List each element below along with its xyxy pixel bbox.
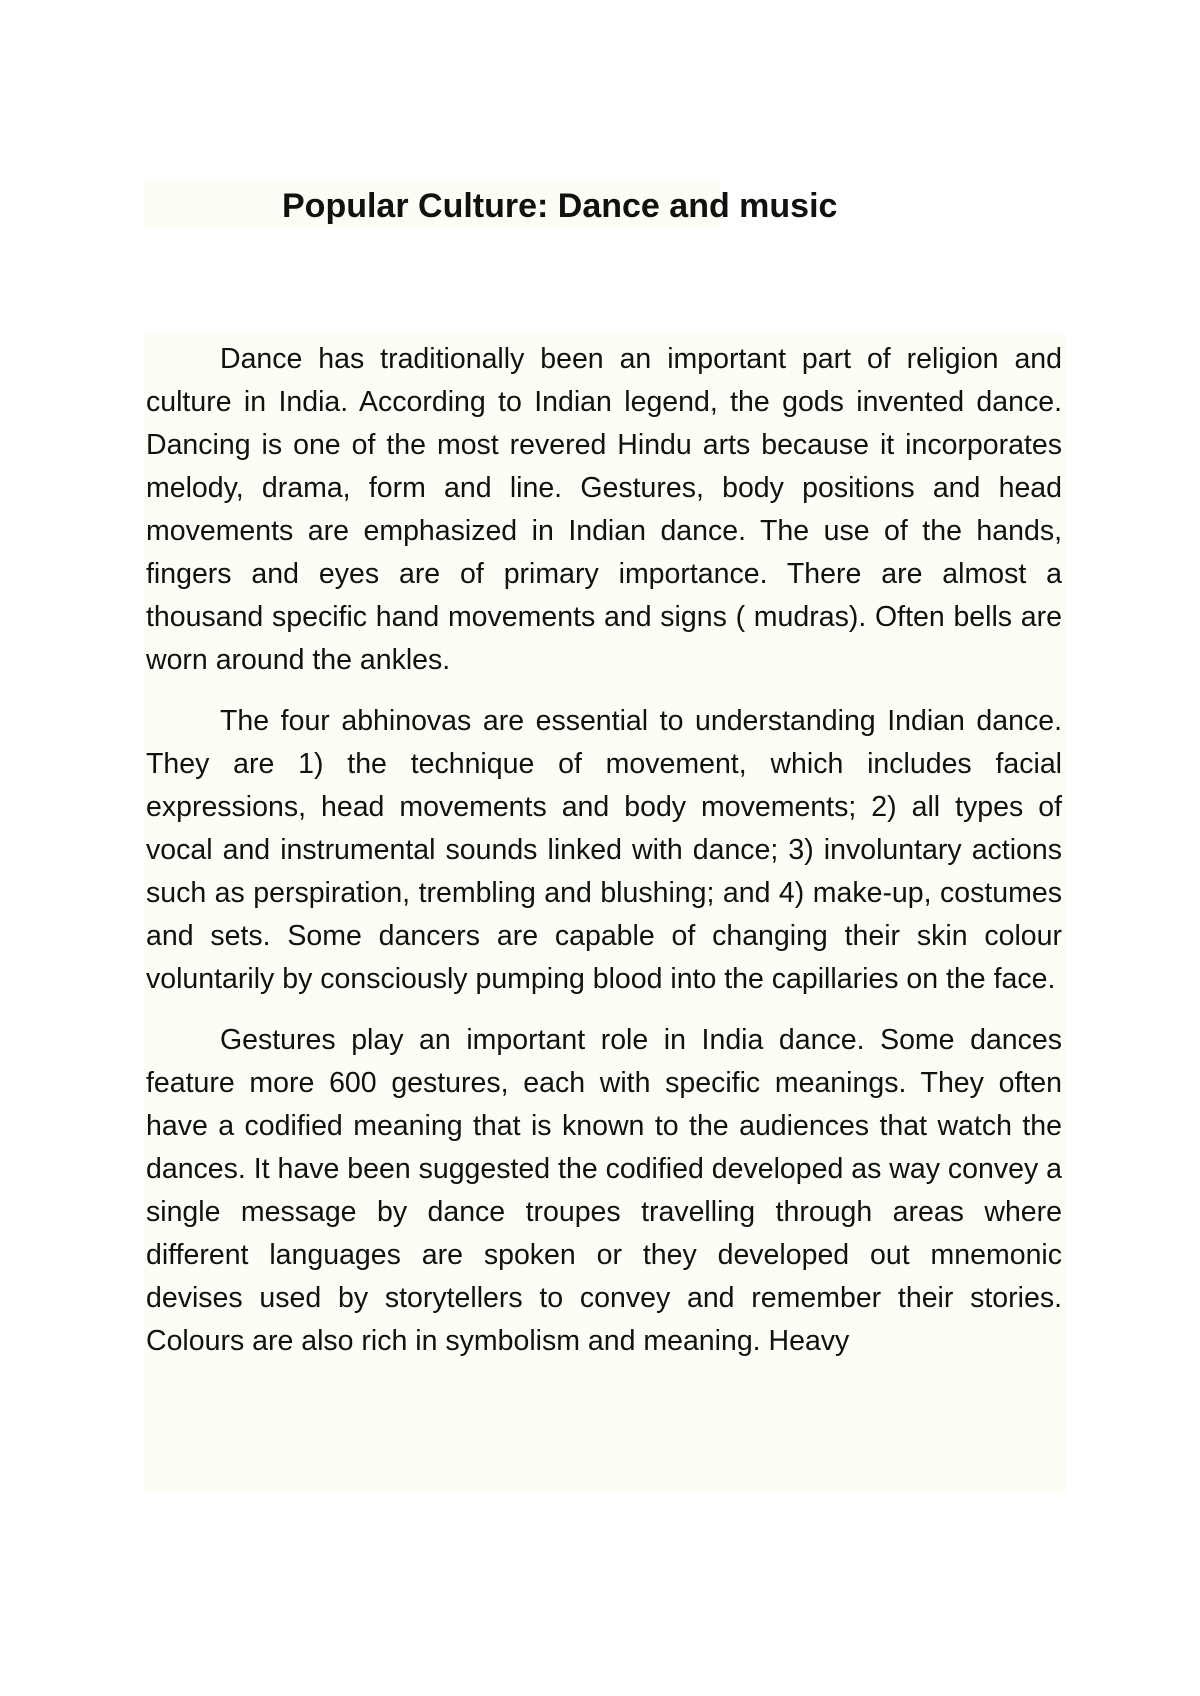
paragraph-dance-tradition: Dance has traditionally been an important part of religion and culture in India. According to Indian legend, the gods invented dance. Dancing is one of the most revered Hindu arts because it incorporates melody, drama, form and line. Gestures, body positions and head movements are emphasized in Indian dance. The use of the hands, fingers and eyes are of primary importance. There are almost a thousand specific hand movements and signs ( mudras). Often bells are worn around the ankles. xyxy=(146,343,1062,676)
body-text xyxy=(146,338,1062,1381)
paragraph-abhinovas: The four abhinovas are essential to understanding Indian dance. They are 1) the technique of movement, which includes facial expressions, head movements and body movements; 2) all types of vocal and instrumental sounds linked with dance; 3) involuntary actions such as perspiration, trembling and blushing; and 4) make-up, costumes and sets. Some dancers are capable of changing their skin colour voluntarily by consciously pumping blood into the capillaries on the face. xyxy=(146,705,1062,995)
paragraph-gestures: Gestures play an important role in India dance. Some dances feature more 600 gestures, each with specific meanings. They often have a codified meaning that is known to the audiences that watch the dances. It have been suggested the codified developed as way convey a single message by dance troupes travelling through areas where different languages are spoken or they developed out mnemonic devises used by storytellers to convey and remember their stories. Colours are also rich in symbolism and meaning. Heavy xyxy=(146,1024,1062,1357)
page-title: Popular Culture: Dance and music xyxy=(282,187,838,225)
